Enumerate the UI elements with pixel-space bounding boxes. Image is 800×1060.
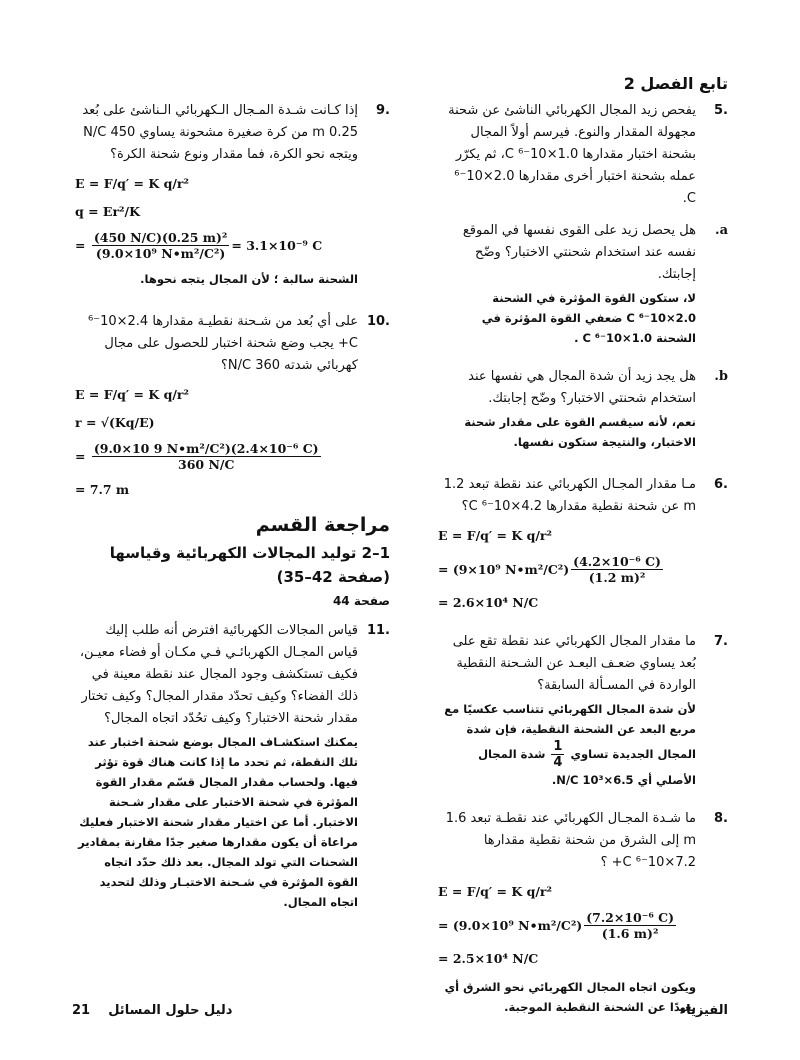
question-5a bbox=[438, 220, 728, 348]
equation-result: = 2.6×10⁴ N/C bbox=[438, 595, 539, 610]
question-7 bbox=[438, 631, 728, 790]
sub-label: a. bbox=[715, 223, 728, 238]
section-subtitle: 1–2 توليد المجالات الكهربائية وقياسها bbox=[109, 544, 390, 562]
equation-constant: = (9×10⁹ N•m²/C²) bbox=[438, 561, 570, 577]
answer-text: لا، ستكون القوة المؤثرة في الشحنة 2.0×10⁻⁶ C ضعفي القوة المؤثرة في الشحنة 1.0×10⁻⁶ C . bbox=[481, 291, 696, 345]
question-number: .7 bbox=[714, 634, 728, 649]
question-9 bbox=[75, 100, 390, 289]
left-column bbox=[75, 100, 390, 922]
denominator: 360 N/C bbox=[178, 457, 235, 472]
answer-text: ويكون اتجاه المجال الكهربائي نحو الشرق أي بعيدًا عن الشحنة النقطية الموجبة. bbox=[444, 980, 696, 1014]
equation-line: q = Er²/K bbox=[75, 204, 140, 219]
footer-subject: الفيزياء bbox=[679, 1003, 728, 1018]
question-text: ما شـدة المجـال الكهربائي عند نقطـة تبعد 1.6 m إلى الشرق من شحنة نقطية مقدارها 7.2×10⁻⁶ C+ ؟ bbox=[445, 811, 696, 870]
question-5b bbox=[438, 366, 728, 452]
answer-text: الشحنة سالبة ؛ لأن المجال يتجه نحوها. bbox=[140, 272, 358, 286]
denominator: (1.6 m)² bbox=[601, 926, 659, 941]
section-page-ref: صفحة 44 bbox=[332, 594, 390, 608]
question-text: قياس المجالات الكهربائية افترض أنه طلب إليك قياس المجـال الكهربائـي فـي مكـان أو فضاء معيـن، فكيف تستكشف وجود المجال عند نقطة معينة في ذلك الفضاء؟ وكيف تحدّد مقدار المجال؟ وكيف تختار مقدار شحنة الاختبار؟ وكيف تحُدّد اتجاه المجال؟ bbox=[79, 623, 358, 726]
answer-part: شدة المجال الأصلي أي 6.5×10³ N/C. bbox=[478, 747, 696, 787]
equation-line: E = F/q′ = K q/r² bbox=[75, 176, 189, 191]
equation-line: E = F/q′ = K q/r² bbox=[438, 528, 552, 543]
question-text: ما مقدار المجال الكهربائي عند نقطة تقع على بُعد يساوي ضعـف البعـد عن الشـحنة النقطية الواردة في المسـألة السابقة؟ bbox=[452, 634, 696, 693]
question-number: .5 bbox=[714, 103, 728, 118]
fraction bbox=[92, 230, 230, 261]
equation-line: E = F/q′ = K q/r² bbox=[75, 387, 189, 402]
equation-block bbox=[75, 385, 358, 500]
equation-result: = 7.7 m bbox=[75, 482, 130, 497]
section-title: مراجعة القسم bbox=[255, 514, 390, 536]
question-text: يفحص زيد المجال الكهربائي الناشئ عن شحنة مجهولة المقدار والنوع. فيرسم أولاً المجال بشحنة اختبار مقدارها 1.0×10⁻⁶ C، ثم يكرّر عمله بشحنة اختبار أخرى مقدارها 2.0×10⁻⁶ C. bbox=[448, 103, 696, 206]
fraction bbox=[92, 441, 321, 472]
question-number: .9 bbox=[376, 103, 390, 118]
section-pages: (صفحة 42–35) bbox=[276, 568, 390, 586]
equation-line bbox=[438, 554, 696, 585]
question-10 bbox=[75, 311, 390, 500]
question-text: هل يحصل زيد على القوى نفسها في الموقع نفسه عند استخدام شحنتي الاختبار؟ وضّح إجابتك. bbox=[462, 223, 696, 282]
question-text: هل يجد زيد أن شدة المجال هي نفسها عند استخدام شحنتي الاختبار؟ وضّح إجابتك. bbox=[468, 369, 696, 406]
equation-block bbox=[438, 882, 696, 969]
question-6 bbox=[438, 474, 728, 613]
numerator: (9.0×10 9 N•m²/C²)(2.4×10⁻⁶ C) bbox=[93, 441, 319, 456]
numerator: (450 N/C)(0.25 m)² bbox=[93, 230, 228, 245]
question-8 bbox=[438, 808, 728, 1017]
right-column bbox=[438, 100, 728, 1027]
equation-line: E = F/q′ = K q/r² bbox=[438, 884, 552, 899]
question-11 bbox=[75, 620, 390, 912]
numerator: (4.2×10⁻⁶ C) bbox=[573, 554, 661, 569]
equation-line: = $\frac{\text{(9.0×10 9 N•m²/C²)(2.4×10⁻⁶ C)}}{360 N/C}$ bbox=[75, 441, 319, 472]
denominator: (9.0×10⁹ N•m²/C²) bbox=[95, 246, 226, 261]
equation-line bbox=[438, 910, 696, 941]
question-text: مـا مقدار المجـال الكهربائي عند نقطة تبعد 1.2 m عن شحنة نقطية مقدارها 4.2×10⁻⁶ C؟ bbox=[443, 477, 696, 514]
equation-block bbox=[438, 526, 696, 613]
sub-label: b. bbox=[714, 369, 728, 384]
fraction bbox=[584, 910, 676, 941]
footer-page-number: 21 bbox=[72, 1003, 91, 1018]
equation-line: = $\frac{\text{(450 N/C)(0.25 m)²}}{\text{(9.0×10⁹ N•m²/C²)}}$ = 3.1×10⁻⁹ C bbox=[75, 230, 323, 261]
question-text: إذا كـانت شـدة المـجال الـكهربائي الـناشئ على بُعد 0.25 m من كرة صغيرة مشحونة يساوي 450 N/C ويتجه نحو الكرة، فما مقدار ونوع شحنة الكرة؟ bbox=[82, 103, 358, 162]
numerator: (7.2×10⁻⁶ C) bbox=[586, 910, 675, 925]
answer-text bbox=[438, 699, 696, 790]
fraction bbox=[551, 739, 564, 770]
equation-constant: = (9.0×10⁹ N•m²/C²) bbox=[438, 917, 583, 933]
question-number: .6 bbox=[714, 477, 728, 492]
equation-result: = 2.5×10⁴ N/C bbox=[438, 951, 539, 966]
equation-block bbox=[75, 174, 358, 261]
equation-line: r = √(Kq/E) bbox=[75, 415, 155, 430]
question-text: على أي بُعد من شـحنة نقطيـة مقدارها 2.4×10⁻⁶ C+ يجب وضع شحنة اختبار للحصول على مجال كهربائي شدته 360 N/C؟ bbox=[87, 314, 358, 373]
question-5 bbox=[438, 100, 728, 210]
denominator: (1.2 m)² bbox=[588, 570, 646, 585]
equation-result: = 3.1×10⁻⁹ C bbox=[231, 237, 323, 253]
chapter-header: تابع الفصل 2 bbox=[623, 74, 728, 93]
question-number: .11 bbox=[366, 623, 390, 638]
denominator: 4 bbox=[553, 755, 563, 770]
answer-text: يمكنك استكشـاف المجال بوضع شحنة اختبار عند تلك النقطة، ثم تحدد ما إذا كانت هناك قوة تؤثر فيها. ولحساب مقدار المجال قسّم مقدار القوة المؤثرة في شحنة الاختبار على مقدار شـحنة الاختبار. أما عن اختيار مقدار شحنة الاختبار فعليك مراعاة أن يكون مقدارها صغير جدًا مقارنة بمقادير الشحنات التي تولد المجال. بعد ذلك حدّد اتجاه القوة المؤثرة في شـحنة الاختبـار وذلك لتحديد اتجاه المجال. bbox=[78, 735, 358, 909]
answer-text: نعم، لأنه سيقسم القوة على مقدار شحنة الاختبار، والنتيجة ستكون نفسها. bbox=[464, 415, 696, 449]
numerator: 1 bbox=[553, 739, 563, 754]
answer-part: لأن شدة المجال الكهربائي تتناسب عكسيًا مع مربع البعد عن الشحنة النقطية، فإن شدة المجال الجديدة تساوي bbox=[444, 702, 696, 761]
question-number: .10 bbox=[366, 314, 390, 329]
question-number: .8 bbox=[714, 811, 728, 826]
section-review bbox=[75, 514, 390, 612]
footer-book bbox=[72, 1003, 232, 1018]
fraction bbox=[571, 554, 663, 585]
footer-book-title: دليل حلول المسائل bbox=[108, 1003, 233, 1018]
